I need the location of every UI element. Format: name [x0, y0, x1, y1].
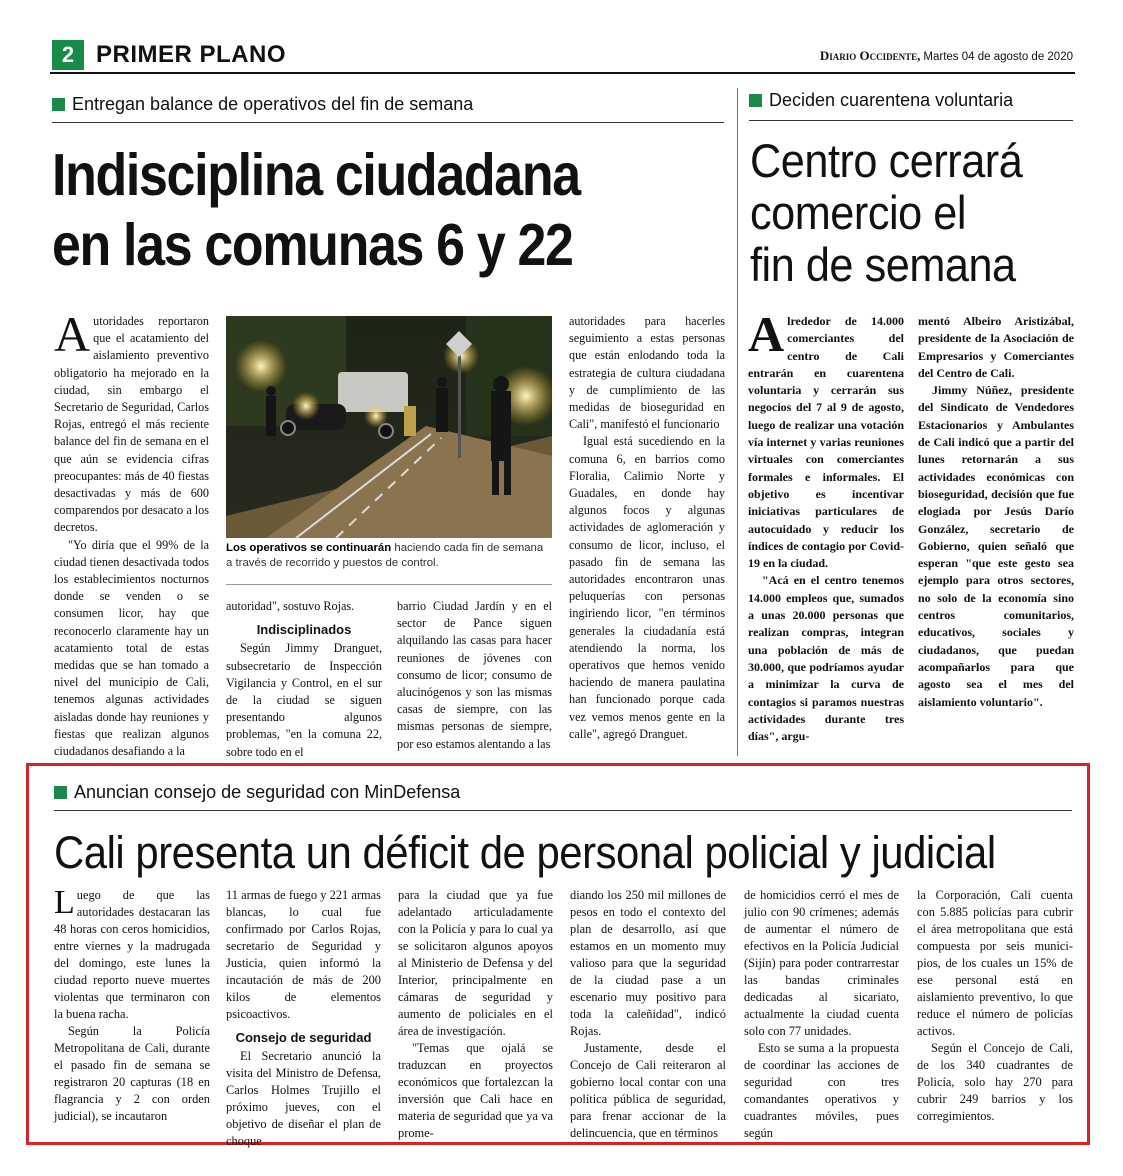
story3-column-4: [570, 887, 726, 1140]
green-square-icon: [52, 98, 65, 111]
header-rule: [50, 72, 1075, 74]
story3-dropcap: L: [54, 884, 75, 921]
story3-column-3: [398, 887, 553, 1140]
story1-col1-p1: utoridades reportaron que el acatamiento del aislamiento preventivo obligatorio ha mejorado en la ciudad, sin embargo el Secretario de Seguridad, Carlos Rojas, entregó el más reciente balance del fin de semana en el que aún se evidencia cifras preocupantes: más de 40 fiestas desactivadas y más de 600 comparendos por desacato a los decretos.: [54, 314, 209, 535]
story1-kicker-rule: [52, 122, 724, 123]
story3-kicker-text: Anuncian consejo de seguridad con MinDefensa: [74, 782, 461, 802]
story3-column-6: [917, 887, 1073, 1133]
story3-headline: Cali presenta un déficit de personal policial y judicial: [54, 827, 996, 878]
story3-col6-p1: la Corporación, Cali cuenta con 5.885 policías para cubrir el área metropolitana que está compuesta por seis munici-pios, de los cuales un 15% de ese personal está en aislamiento preventivo, lo que reduce el número de policías activos.: [917, 888, 1073, 1038]
photo-caption-bold: Los operativos se continuarán: [226, 542, 392, 554]
story3-kicker: [54, 780, 460, 804]
story2-col2-p2: Jimmy Núñez, presidente del Sindicato de Vendedores Estacionarios y Ambulantes de Cali indicó que a partir del lunes retornarán a sus actividades económicas con bioseguridad, decisión que fue elogiada por Jesús Darío González, secretario de Gobierno, quien señaló que esperan "que este gesto sea ejemplo para otros sectores, no solo de la economía sino centros comunitarios, educativos, sociales y ciudadanos, que puedan acompañarlos para que agosto sea el mes del aislamiento voluntario".: [918, 383, 1074, 709]
page-number: 2: [52, 40, 84, 70]
story1-column-4: [569, 313, 725, 753]
story3-col3-p1: para la ciudad que ya fue adelantado articuladamente con la Policía y para lo cual ya se solicitaron algunos apoyos al Ministerio de Defensa y del Interior, principalmente en cámaras de seguridad y aumento de policiales en el área de investigación.: [398, 888, 553, 1038]
story1-dropcap: A: [54, 306, 91, 362]
story2-col1-p2: "Acá en el centro tenemos 14.000 empleos que, sumados a unas 20.000 personas que realizan compras, integran una población de más de 30.000, que podríamos ayudar a minimizar la curva de contagios si paramos nuestras actividades durante tres días", argu-: [748, 573, 904, 744]
story3-col5-p1: de homicidios cerró el mes de julio con 90 crímenes; además de aumentar el número de efectivos en la Policía Judicial (Sijín) para poder contrarrestar las bandas criminales dedicadas al sicariato, actualmente la ciudad cuenta solo con 77 unidades.: [744, 888, 899, 1038]
news-photo: [226, 316, 552, 538]
story3-col1-p1: uego de que las autoridades destacaran las 48 horas con ceros homicidios, entre viernes y la madrugada del domingo, este lunes la ciudad reporto nueve muertes violentas que terminaron con la buena racha.: [54, 888, 210, 1021]
story2-column-1: [748, 306, 904, 753]
story3-column-1: [54, 884, 210, 1133]
photo-caption-text: haciendo cada fin de semana a través de recorrido y puestos de control.: [226, 542, 544, 569]
story2-headline-line3: fin de semana: [750, 238, 1016, 291]
police-checkpoint-photo: [226, 316, 552, 538]
story1-headline-line1: Indisciplina ciudadana: [52, 142, 580, 208]
story1-column-2: [226, 598, 382, 759]
story1-col2-p1: autoridad", sostuvo Rojas.: [226, 599, 355, 613]
issue-date: Martes 04 de agosto de 2020: [923, 51, 1073, 63]
story2-headline-line1: Centro cerrará: [750, 134, 1023, 187]
story3-col1-p2: Según la Policía Metropolitana de Cali, durante el pasado fin de semana se registraron 20 capturas (18 en flagrancia y 2 con orden judicial), se incautaron: [54, 1024, 210, 1123]
section-title: PRIMER PLANO: [96, 41, 287, 68]
story1-col4-p2: Igual está sucediendo en la comuna 6, en barrios como Floralia, Calimio Norte y Guadales, en donde hay algunos focos y algunas actividades de aglomeración y consumo de licor, incluso, el pasado fin de semana las autoridades encontraron unas peluquerías con personas ingiriendo licor, "en términos generales la ciudadanía está atendiendo la norma, los operativos que hemos venido haciendo de manera paulatina han funcionado porque cada vez vemos menos gente en la calle", agregó Dranguet.: [569, 434, 725, 741]
newspaper-brand: Diario Occidente,: [819, 48, 921, 63]
story2-headline: [750, 135, 1054, 291]
story3-subhead: Consejo de seguridad: [235, 1030, 372, 1045]
photo-caption: [226, 541, 552, 571]
story1-headline: [52, 140, 650, 280]
story1-col1-p2: "Yo diría que el 99% de la ciudad tienen desactivada todos los establecimientos nocturnos donde se venden o se consumen licor, hay que reconocerlo claramente hay un acatamiento total de estas medidas que se han tomado a nivel del municipio de Cali, tenemos algunas actividades aisladas donde hay reuniones y fiestas que realizan algunos ciudadanos desafiando a la: [54, 537, 209, 759]
green-square-icon: [54, 786, 67, 799]
story3-col6-p2: Según el Concejo de Cali, de los 340 cuadrantes de Policía, solo hay 270 para cubrir 249 barrios y los corregimientos.: [917, 1041, 1073, 1123]
story2-kicker-text: Deciden cuarentena voluntaria: [769, 90, 1014, 110]
story1-col3-p1: barrio Ciudad Jardín y en el sector de Pance siguen alquilando las casas para hacer reuniones de jóvenes con consumo de licor; consumo de alucinógenos y son las mismas casas de siempre, con las mismas personas de siempre, por eso estamos alentando a las: [397, 599, 552, 751]
story2-headline-line2: comercio el: [750, 186, 967, 239]
story1-kicker-text: Entregan balance de operativos del fin de semana: [72, 94, 474, 114]
story1-column-1: [54, 306, 209, 759]
story3-col4-p1: diando los 250 mil millones de pesos en todo el contexto del plan de desarrollo, así que estamos en un momento muy valioso para que la seguridad de la ciudad pase a un escenario muy positivo para toda la caleñidad", indicó Rojas.: [570, 888, 726, 1038]
masthead: [820, 48, 1073, 64]
column-divider: [737, 88, 738, 756]
story3-col3-p2: "Temas que ojalá se traduzcan en proyectos económicos que fortalezcan la inversión que Cali hace en materia de seguridad que ya va prome-: [398, 1041, 553, 1140]
story2-col1-p1: lrededor de 14.000 comerciantes del centro de Cali entrarán en cuarentena voluntaria y cerrarán sus negocios del 7 al 9 de agosto, luego de realizar una votación vía internet y varias reuniones virtuales con comerciantes formales e informales. El objetivo es incentivar iniciativas particulares de autocuidado y reducir los índices de contagio por Covid-19 en la ciudad.: [748, 314, 904, 571]
story1-col4-p1: autoridades para hacerles seguimiento a estas personas que están enlodando toda la estrategia de cultura ciudadana y de cumplimiento de las medidas de bioseguridad en Cali", manifestó el funcionario: [569, 314, 725, 432]
story2-kicker-rule: [749, 120, 1073, 121]
story3-column-2: [226, 887, 381, 1148]
story1-subhead: Indisciplinados: [256, 622, 352, 638]
story3-col5-p2: Esto se suma a la propuesta de coordinar las acciones de seguridad con tres comandantes operativos y cuadrantes móviles, pues según: [744, 1041, 899, 1140]
story1-col2-p2: Según Jimmy Dranguet, subsecretario de Inspección Vigilancia y Control, en el sur de la ciudad se siguen presentando algunos problemas, "en la comuna 22, sobre todo en el: [226, 641, 382, 759]
story3-col2-p2: El Secretario anunció la visita del Ministro de Defensa, Carlos Holmes Trujillo el próximo jueves, con el objetivo de diseñar el plan de choque: [226, 1049, 381, 1148]
story3-col4-p2: Justamente, desde el Concejo de Cali reiteraron al gobierno local contar con una política pública de seguridad, para frenar accionar de la delincuencia, que en términos: [570, 1041, 726, 1140]
story1-kicker: [52, 92, 473, 116]
story2-column-2: [918, 313, 1074, 753]
green-square-icon: [749, 94, 762, 107]
story3-kicker-rule: [54, 810, 1072, 811]
story1-headline-line2: en las comunas 6 y 22: [52, 212, 573, 278]
story2-kicker: [749, 88, 1013, 112]
story3-col2-p1: 11 armas de fuego y 221 armas blancas, lo cual fue confirmado por Carlos Rojas, secretario de Seguridad y Justicia, quien informó la incautación de más de 200 kilos de elementos psicoactivos.: [226, 888, 381, 1021]
story2-col2-p1: mentó Albeiro Aristizábal, presidente de la Asociación de Empresarios y Comerciantes del Centro de Cali.: [918, 314, 1074, 380]
story1-column-3: [397, 598, 552, 753]
story3-column-5: [744, 887, 899, 1140]
story2-dropcap: A: [748, 306, 785, 362]
caption-rule: [226, 584, 552, 585]
